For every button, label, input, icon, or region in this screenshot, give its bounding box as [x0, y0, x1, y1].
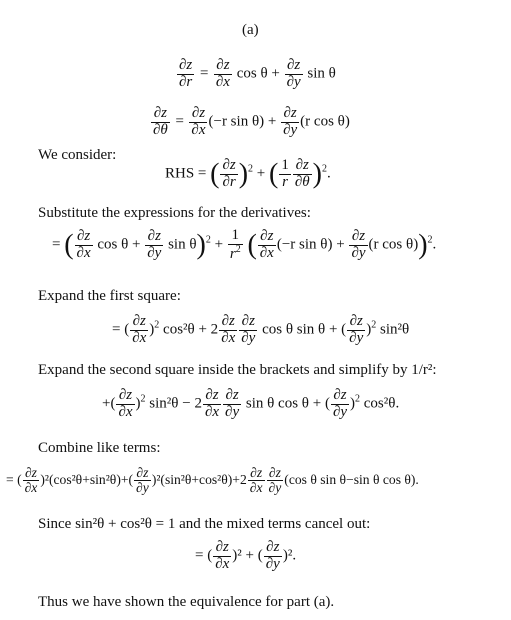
fraction-dz-dx: $\frac{\partial z}{\partial x}$	[191, 105, 206, 138]
fraction-dz-dy: $\frac{\partial z}{\partial y}$	[268, 465, 282, 496]
sub-term-b: sin θ	[168, 236, 197, 253]
fraction-dz-dy: $\frac{\partial z}{\partial y}$	[349, 313, 364, 346]
text-since: Since sin²θ + cos²θ = 1 and the mixed terms cancel out:	[38, 516, 371, 532]
exp1-term-a: cos²θ + 2	[163, 321, 219, 338]
exp1-term-c: sin²θ	[380, 321, 410, 338]
exp1-term-b: cos θ sin θ + (	[262, 321, 347, 338]
text-combine: Combine like terms:	[38, 440, 161, 456]
equation-expand-second: +( $\frac{\partial z}{\partial x}$ )$^2$ sin²θ − 2 $\frac{\partial z}{\partial x}$ $\frac{\partial z}{\partial y}$ sin θ cos θ + ( $\frac{\partial z}{\partial y}$ )$^2$ cos²θ.	[102, 387, 400, 420]
equation-combined: = ( $\frac{\partial z}{\partial x}$ )²(cos²θ+sin²θ)+( $\frac{\partial z}{\partial y}$ )²(sin²θ+cos²θ)+2 $\frac{\partial z}{\partial x}$ $\frac{\partial z}{\partial y}$ (cos θ sin θ−sin θ cos θ).	[6, 465, 419, 496]
fraction-dz-dy: $\frac{\partial z}{\partial y}$	[225, 387, 240, 420]
eq2-term-b: (r cos θ)	[300, 113, 350, 130]
fraction-dz-dy: $\frac{\partial z}{\partial y}$	[351, 228, 366, 261]
fraction-dz-dr: $\frac{\partial z}{\partial r}$	[222, 157, 236, 190]
fraction-dz-dy: $\frac{\partial z}{\partial y}$	[283, 105, 298, 138]
equation-dz-dtheta: $\frac{\partial z}{\partial\theta}$ = $\frac{\partial z}{\partial x}$ (−r sin θ) + $\frac{\partial z}{\partial y}$ (r cos θ)	[153, 105, 350, 138]
fraction-dz-dx: $\frac{\partial z}{\partial x}$	[118, 387, 133, 420]
equation-expand-first: = ( $\frac{\partial z}{\partial x}$ )$^2$ cos²θ + 2 $\frac{\partial z}{\partial x}$ $\frac{\partial z}{\partial y}$ cos θ sin θ + ( $\frac{\partial z}{\partial y}$ )$^2$ sin²θ	[112, 313, 410, 346]
fraction-dz-dtheta: $\frac{\partial z}{\partial\theta}$	[153, 105, 168, 138]
part-heading: (a)	[242, 22, 259, 38]
exp2-term-b: sin θ cos θ + (	[245, 395, 330, 412]
comb-term-c: (cos θ sin θ−sin θ cos θ).	[284, 471, 419, 487]
fraction-dz-dy: $\frac{\partial z}{\partial y}$	[332, 387, 348, 420]
equation-final: = ( $\frac{\partial z}{\partial x}$ )² + ( $\frac{\partial z}{\partial y}$ )².	[195, 539, 297, 572]
text-substitute: Substitute the expressions for the derivatives:	[38, 205, 311, 221]
exp2-term-a: sin²θ − 2	[149, 395, 202, 412]
final-term-b: )².	[282, 547, 297, 564]
text-consider: We consider:	[38, 147, 117, 163]
equation-rhs: RHS = ( $\frac{\partial z}{\partial r}$ )$^2$ + ( $\frac{1}{r}$ $\frac{\partial z}{\partial\theta}$ )$^2$.	[165, 157, 331, 190]
comb-term-a: )²(cos²θ+sin²θ)+(	[40, 471, 134, 487]
fraction-dz-dx: $\frac{\partial z}{\partial x}$	[24, 465, 38, 496]
fraction-dz-dy: $\frac{\partial z}{\partial y}$	[136, 465, 149, 496]
text-expand-first: Expand the first square:	[38, 288, 181, 304]
fraction-dz-dx: $\frac{\partial z}{\partial x}$	[259, 228, 274, 261]
equation-dz-dr: $\frac{\partial z}{\partial r}$ = $\frac{\partial z}{\partial x}$ cos θ + $\frac{\partial z}{\partial y}$ sin θ	[179, 57, 336, 90]
fraction-dz-dx: $\frac{\partial z}{\partial x}$	[249, 465, 263, 496]
comb-term-b: )²(sin²θ+cos²θ)+2	[151, 471, 247, 487]
eq1-term-b: sin θ	[307, 65, 336, 82]
fraction-dz-dx: $\frac{\partial z}{\partial x}$	[215, 539, 230, 572]
sub-term-d: (r cos θ)	[368, 236, 419, 253]
fraction-dz-dy: $\frac{\partial z}{\partial y}$	[241, 313, 256, 346]
fraction-one-over-r-squared: $\frac{1}{r^2}$	[229, 227, 241, 262]
text-conclusion: Thus we have shown the equivalence for part (a).	[38, 594, 335, 610]
fraction-dz-dx: $\frac{\partial z}{\partial x}$	[76, 228, 91, 261]
equation-substituted: = ( $\frac{\partial z}{\partial x}$ cos θ + $\frac{\partial z}{\partial y}$ sin θ)$^2$ + $\frac{1}{r^2}$ ( $\frac{\partial z}{\partial x}$ (−r sin θ) + $\frac{\partial z}{\partial y}$ (r cos θ))$^2$.	[52, 227, 437, 262]
text-expand-second: Expand the second square inside the brackets and simplify by 1/r²:	[38, 362, 437, 378]
eq1-term-a: cos θ +	[236, 65, 280, 82]
rhs-label: RHS =	[165, 165, 207, 182]
fraction-one-over-r: $\frac{1}{r}$	[281, 157, 289, 190]
final-term-a: )² + (	[232, 547, 263, 564]
fraction-dz-dy: $\frac{\partial z}{\partial y}$	[286, 57, 301, 90]
sub-term-c: (−r sin θ) +	[276, 236, 345, 253]
fraction-dz-dy: $\frac{\partial z}{\partial y}$	[265, 539, 280, 572]
fraction-dz-dx: $\frac{\partial z}{\partial x}$	[132, 313, 147, 346]
fraction-dz-dy: $\frac{\partial z}{\partial y}$	[147, 228, 162, 261]
fraction-dz-dtheta: $\frac{\partial z}{\partial\theta}$	[294, 157, 310, 190]
exp2-term-c: cos²θ.	[363, 395, 400, 412]
fraction-dz-dx: $\frac{\partial z}{\partial x}$	[221, 313, 236, 346]
fraction-dz-dr: $\frac{\partial z}{\partial r}$	[179, 57, 193, 90]
fraction-dz-dx: $\frac{\partial z}{\partial x}$	[204, 387, 220, 420]
fraction-dz-dx: $\frac{\partial z}{\partial x}$	[215, 57, 230, 90]
sub-term-a: cos θ +	[97, 236, 141, 253]
eq2-term-a: (−r sin θ) +	[208, 113, 277, 130]
